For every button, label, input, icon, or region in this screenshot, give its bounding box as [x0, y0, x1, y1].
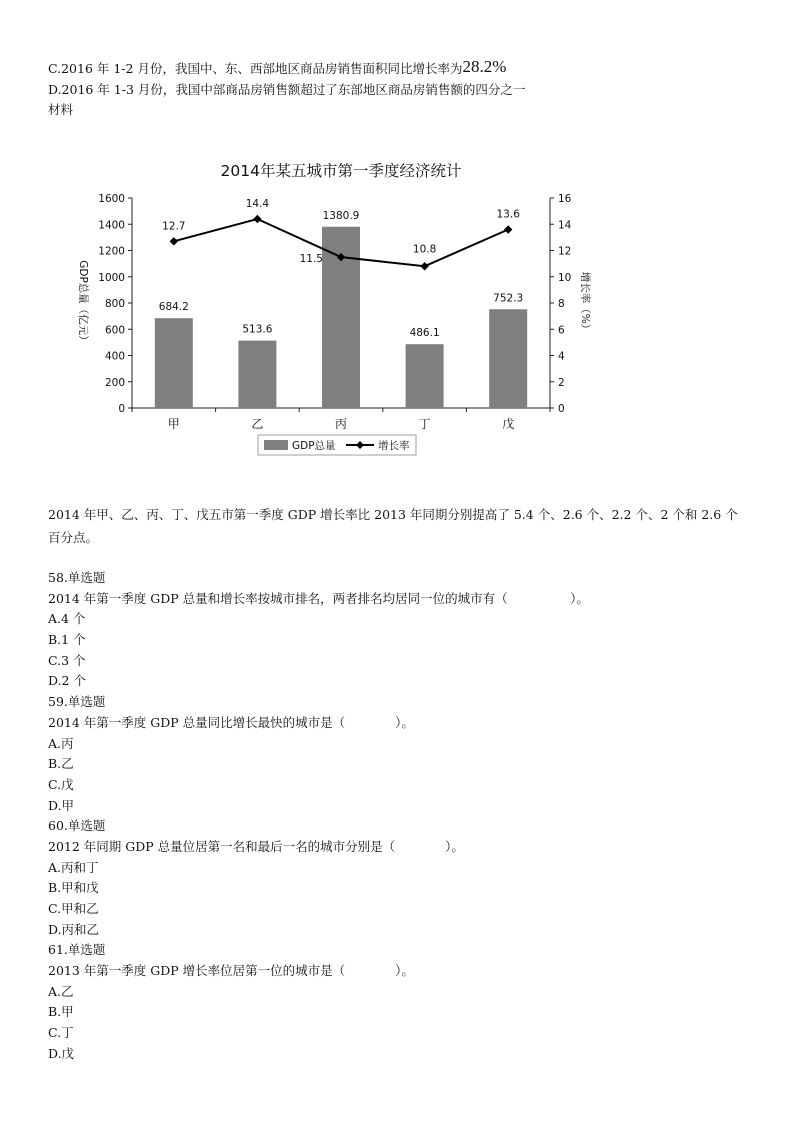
growth-rate-value: 11.5 — [299, 253, 323, 266]
gdp-bar — [406, 344, 444, 408]
answer-option[interactable]: A.4 个 — [48, 611, 86, 627]
left-tick-label: 400 — [104, 350, 125, 363]
question-stem: 2014 年第一季度 GDP 总量和增长率按城市排名，两者排名均居同一位的城市有（ ）。 — [48, 590, 589, 606]
answer-option[interactable]: D.甲 — [48, 797, 75, 813]
right-tick-label: 0 — [558, 403, 565, 415]
answer-option[interactable]: C.丁 — [48, 1025, 74, 1041]
option-c-text: C.2016 年 1-2 月份，我国中、东、西部地区商品房销售面积同比增长率为 — [48, 61, 463, 76]
right-tick-label: 14 — [558, 219, 572, 232]
option-c-line — [48, 58, 506, 78]
growth-rate-value: 10.8 — [412, 243, 437, 256]
answer-option[interactable]: B.甲和戊 — [48, 880, 99, 896]
gdp-bar-value: 684.2 — [158, 301, 189, 314]
chart-legend — [258, 435, 416, 455]
category-label: 甲 — [167, 417, 180, 431]
option-c-value: 28.2% — [462, 57, 507, 76]
question-number: 61.单选题 — [48, 942, 106, 958]
answer-option[interactable]: C.3 个 — [48, 652, 86, 668]
chart-title: 2014年某五城市第一季度经济统计 — [220, 162, 462, 180]
question-stem: 2014 年第一季度 GDP 总量同比增长最快的城市是（ ）。 — [48, 714, 414, 730]
growth-rate-marker — [253, 215, 261, 223]
gdp-bar — [489, 309, 527, 408]
answer-option[interactable]: A.丙 — [48, 735, 74, 751]
question-number: 59.单选题 — [48, 694, 106, 710]
right-tick-label: 10 — [558, 271, 572, 284]
left-axis-title: GDP总量（亿元） — [77, 260, 89, 346]
explanation-paragraph: 2014 年甲、乙、丙、丁、戊五市第一季度 GDP 增长率比 2013 年同期分别提高了 5.4 个、2.6 个、2.2 个、2 个和 2.6 个百分点。 — [48, 507, 738, 545]
left-tick-label: 1200 — [98, 245, 125, 258]
gdp-bar-value: 752.3 — [493, 292, 524, 305]
question-number: 58.单选题 — [48, 570, 106, 585]
answer-option[interactable]: D.丙和乙 — [48, 921, 100, 937]
left-tick-label: 600 — [104, 324, 125, 337]
left-tick-label: 1000 — [98, 271, 125, 284]
right-tick-label: 8 — [558, 298, 565, 310]
legend-bar-swatch — [264, 440, 288, 450]
answer-option[interactable]: B.1 个 — [48, 632, 86, 648]
left-tick-label: 1600 — [98, 193, 125, 205]
answer-option[interactable]: A.丙和丁 — [48, 859, 99, 875]
answer-option[interactable]: D.戊 — [48, 1045, 75, 1061]
gdp-bar-value: 486.1 — [409, 327, 440, 340]
material-label: 材料 — [48, 102, 74, 117]
growth-rate-marker — [170, 237, 178, 245]
question-stem: 2013 年第一季度 GDP 增长率位居第一位的城市是（ ）。 — [48, 963, 414, 979]
category-label: 丁 — [418, 417, 431, 431]
gdp-bar-value: 1380.9 — [322, 209, 360, 222]
legend-line-label: 增长率 — [378, 440, 410, 452]
right-tick-label: 16 — [558, 193, 572, 205]
right-tick-label: 2 — [558, 376, 565, 389]
growth-rate-marker — [504, 225, 512, 233]
growth-rate-value: 12.7 — [162, 220, 186, 233]
left-tick-label: 1400 — [98, 219, 125, 232]
growth-rate-marker — [420, 262, 428, 270]
gdp-bar — [155, 318, 193, 408]
legend-bar-label: GDP总量 — [292, 440, 336, 452]
growth-rate-value: 14.4 — [245, 198, 270, 210]
gdp-bar — [238, 341, 276, 408]
answer-option[interactable]: C.戊 — [48, 776, 74, 792]
question-stem: 2012 年同期 GDP 总量位居第一名和最后一名的城市分别是（ ）。 — [48, 838, 464, 854]
left-tick-label: 0 — [118, 403, 125, 415]
answer-option[interactable]: B.甲 — [48, 1004, 74, 1020]
right-tick-label: 6 — [558, 324, 565, 337]
answer-option[interactable]: A.乙 — [48, 983, 74, 999]
left-tick-label: 800 — [104, 298, 125, 310]
right-tick-label: 4 — [558, 350, 565, 363]
answer-option[interactable]: B.乙 — [48, 756, 74, 772]
gdp-bar-value: 513.6 — [242, 323, 273, 336]
answer-option[interactable]: D.2 个 — [48, 673, 86, 689]
right-tick-label: 12 — [558, 245, 572, 258]
gdp-combo-chart — [70, 150, 600, 470]
category-label: 戊 — [502, 417, 515, 431]
category-label: 丙 — [334, 417, 348, 431]
question-list — [48, 568, 768, 1065]
question-number: 60.单选题 — [48, 818, 106, 834]
left-tick-label: 200 — [104, 376, 125, 389]
category-label: 乙 — [251, 417, 264, 431]
option-d-line: D.2016 年 1-3 月份，我国中部商品房销售额超过了东部地区商品房销售额的四分之一 — [48, 82, 526, 97]
growth-rate-value: 13.6 — [496, 208, 520, 221]
right-axis-title: 增长率（%） — [579, 271, 591, 335]
answer-option[interactable]: C.甲和乙 — [48, 901, 99, 916]
